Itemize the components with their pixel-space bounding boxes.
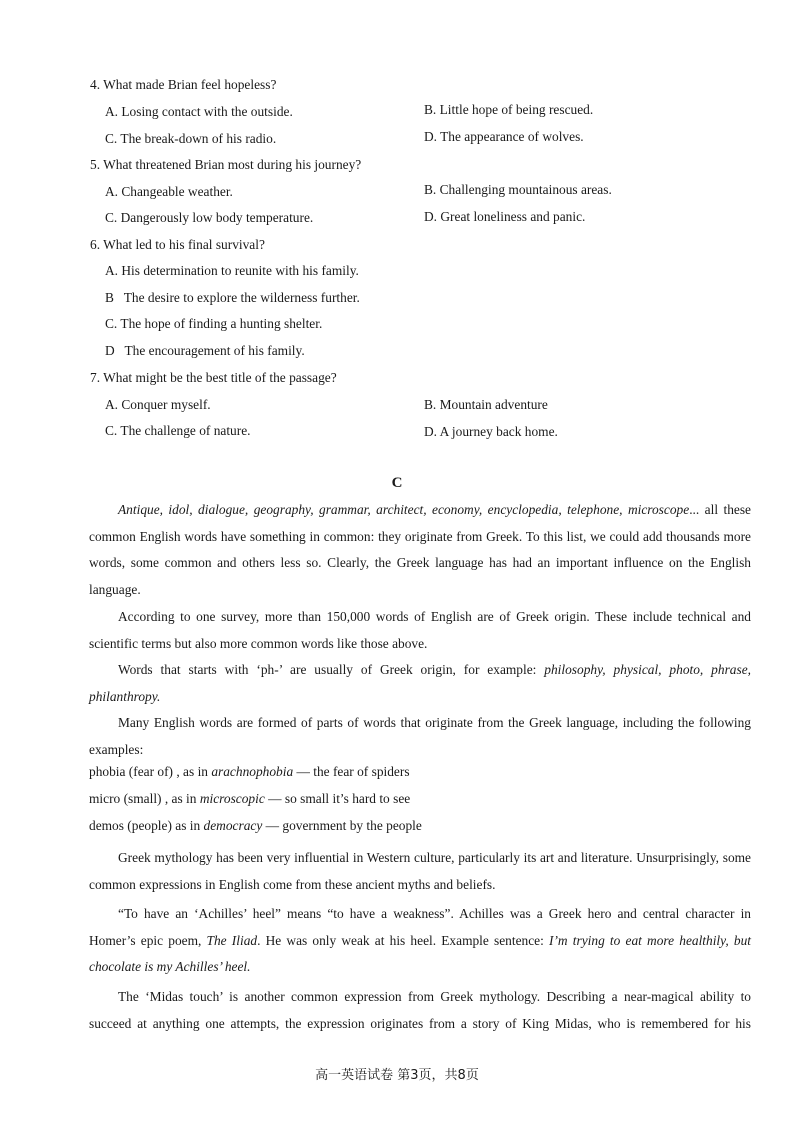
example-sentence: I’m trying to eat more healthily, but chocolate is my Achilles’ heel. bbox=[89, 932, 751, 975]
paragraph-6-text-b: . He was only weak at his heel. Example sentence: bbox=[257, 932, 550, 948]
question-6-option-a: A. His determination to reunite with his family. bbox=[105, 263, 359, 278]
greek-word-list: Antique, idol, dialogue, geography, grammar, architect, economy, encyclopedia, telephone, microscope bbox=[118, 502, 690, 517]
greek-root-example bbox=[89, 791, 410, 807]
page-footer: 高一英语试卷 第3页，共8页 bbox=[315, 1068, 479, 1083]
section-c-paragraph-4: Many English words are formed of parts of words that originate from the Greek language, including the following examples: bbox=[89, 715, 751, 757]
example-meaning: — so small it’s hard to see bbox=[264, 791, 411, 806]
question-6-option-d: D The encouragement of his family. bbox=[105, 343, 305, 358]
question-4-option-a: A. Losing contact with the outside. bbox=[105, 104, 293, 119]
question-6-option-c: C. The hope of finding a hunting shelter. bbox=[105, 316, 323, 331]
paragraph-6-text: “To have an ‘Achilles’ heel” means “to have a weakness”. Achilles was a Greek hero and central character in Homer’s epic poem, bbox=[89, 906, 751, 948]
question-5-option-a: A. Changeable weather. bbox=[105, 184, 233, 199]
ph-word-list: philosophy, physical, photo, phrase, philanthropy. bbox=[89, 662, 751, 704]
paragraph-1-text: ... all these common English words have something in common: they originate from Greek. To this list, we could add thousands more words, some common and others less so. Clearly, the Greek language has had an important influence on the English language. bbox=[89, 502, 752, 597]
example-meaning: — the fear of spiders bbox=[293, 764, 410, 779]
root-definition: demos (people) as in bbox=[89, 818, 204, 833]
question-6-option-b: B The desire to explore the wilderness further. bbox=[105, 290, 360, 305]
example-word: democracy bbox=[203, 818, 263, 833]
section-c-paragraph-5: Greek mythology has been very influential in Western culture, particularly its art and literature. Unsurprisingly, some common expressions in English come from these ancient myths and beliefs. bbox=[89, 850, 751, 892]
root-definition: micro (small) , as in bbox=[89, 791, 200, 806]
section-c-paragraph-7: The ‘Midas touch’ is another common expression from Greek mythology. Describing a near-magical ability to succeed at anything one attempts, the expression originates from a story of King Midas, who is remembered for his bbox=[89, 989, 751, 1031]
question-5-option-b: B. Challenging mountainous areas. bbox=[424, 182, 612, 197]
section-c-paragraph-1 bbox=[89, 497, 751, 603]
root-definition: phobia (fear of) , as in bbox=[89, 764, 212, 779]
question-4-option-b: B. Little hope of being rescued. bbox=[424, 102, 594, 117]
greek-root-example bbox=[89, 818, 422, 834]
question-5-option-d: D. Great loneliness and panic. bbox=[424, 209, 586, 224]
question-7-option-d: D. A journey back home. bbox=[424, 424, 558, 439]
paragraph-3-text: Words that starts with ‘ph-’ are usually of Greek origin, for example: bbox=[118, 662, 545, 677]
section-c-paragraph-3 bbox=[89, 657, 751, 710]
question-5-stem: 5. What threatened Brian most during his journey? bbox=[90, 157, 362, 172]
question-7-option-c: C. The challenge of nature. bbox=[105, 423, 251, 438]
section-c-paragraph-6 bbox=[89, 901, 751, 981]
example-word: microscopic bbox=[199, 791, 265, 806]
question-4-option-d: D. The appearance of wolves. bbox=[424, 129, 584, 144]
question-4-stem: 4. What made Brian feel hopeless? bbox=[90, 77, 277, 92]
question-4-option-c: C. The break-down of his radio. bbox=[105, 131, 277, 146]
question-7-option-a: A. Conquer myself. bbox=[105, 397, 211, 412]
question-7-option-b: B. Mountain adventure bbox=[424, 397, 548, 412]
question-7-stem: 7. What might be the best title of the passage? bbox=[90, 370, 337, 385]
example-word: arachnophobia bbox=[211, 764, 294, 779]
question-6-stem: 6. What led to his final survival? bbox=[90, 237, 265, 252]
example-meaning: — government by the people bbox=[262, 818, 422, 833]
section-c-title: C bbox=[391, 475, 403, 491]
section-c-paragraph-2: According to one survey, more than 150,000 words of English are of Greek origin. These include technical and scientific terms but also more common words like those above. bbox=[89, 609, 751, 651]
greek-root-example bbox=[89, 764, 410, 780]
question-5-option-c: C. Dangerously low body temperature. bbox=[105, 210, 314, 225]
book-title: The Iliad bbox=[206, 932, 258, 948]
